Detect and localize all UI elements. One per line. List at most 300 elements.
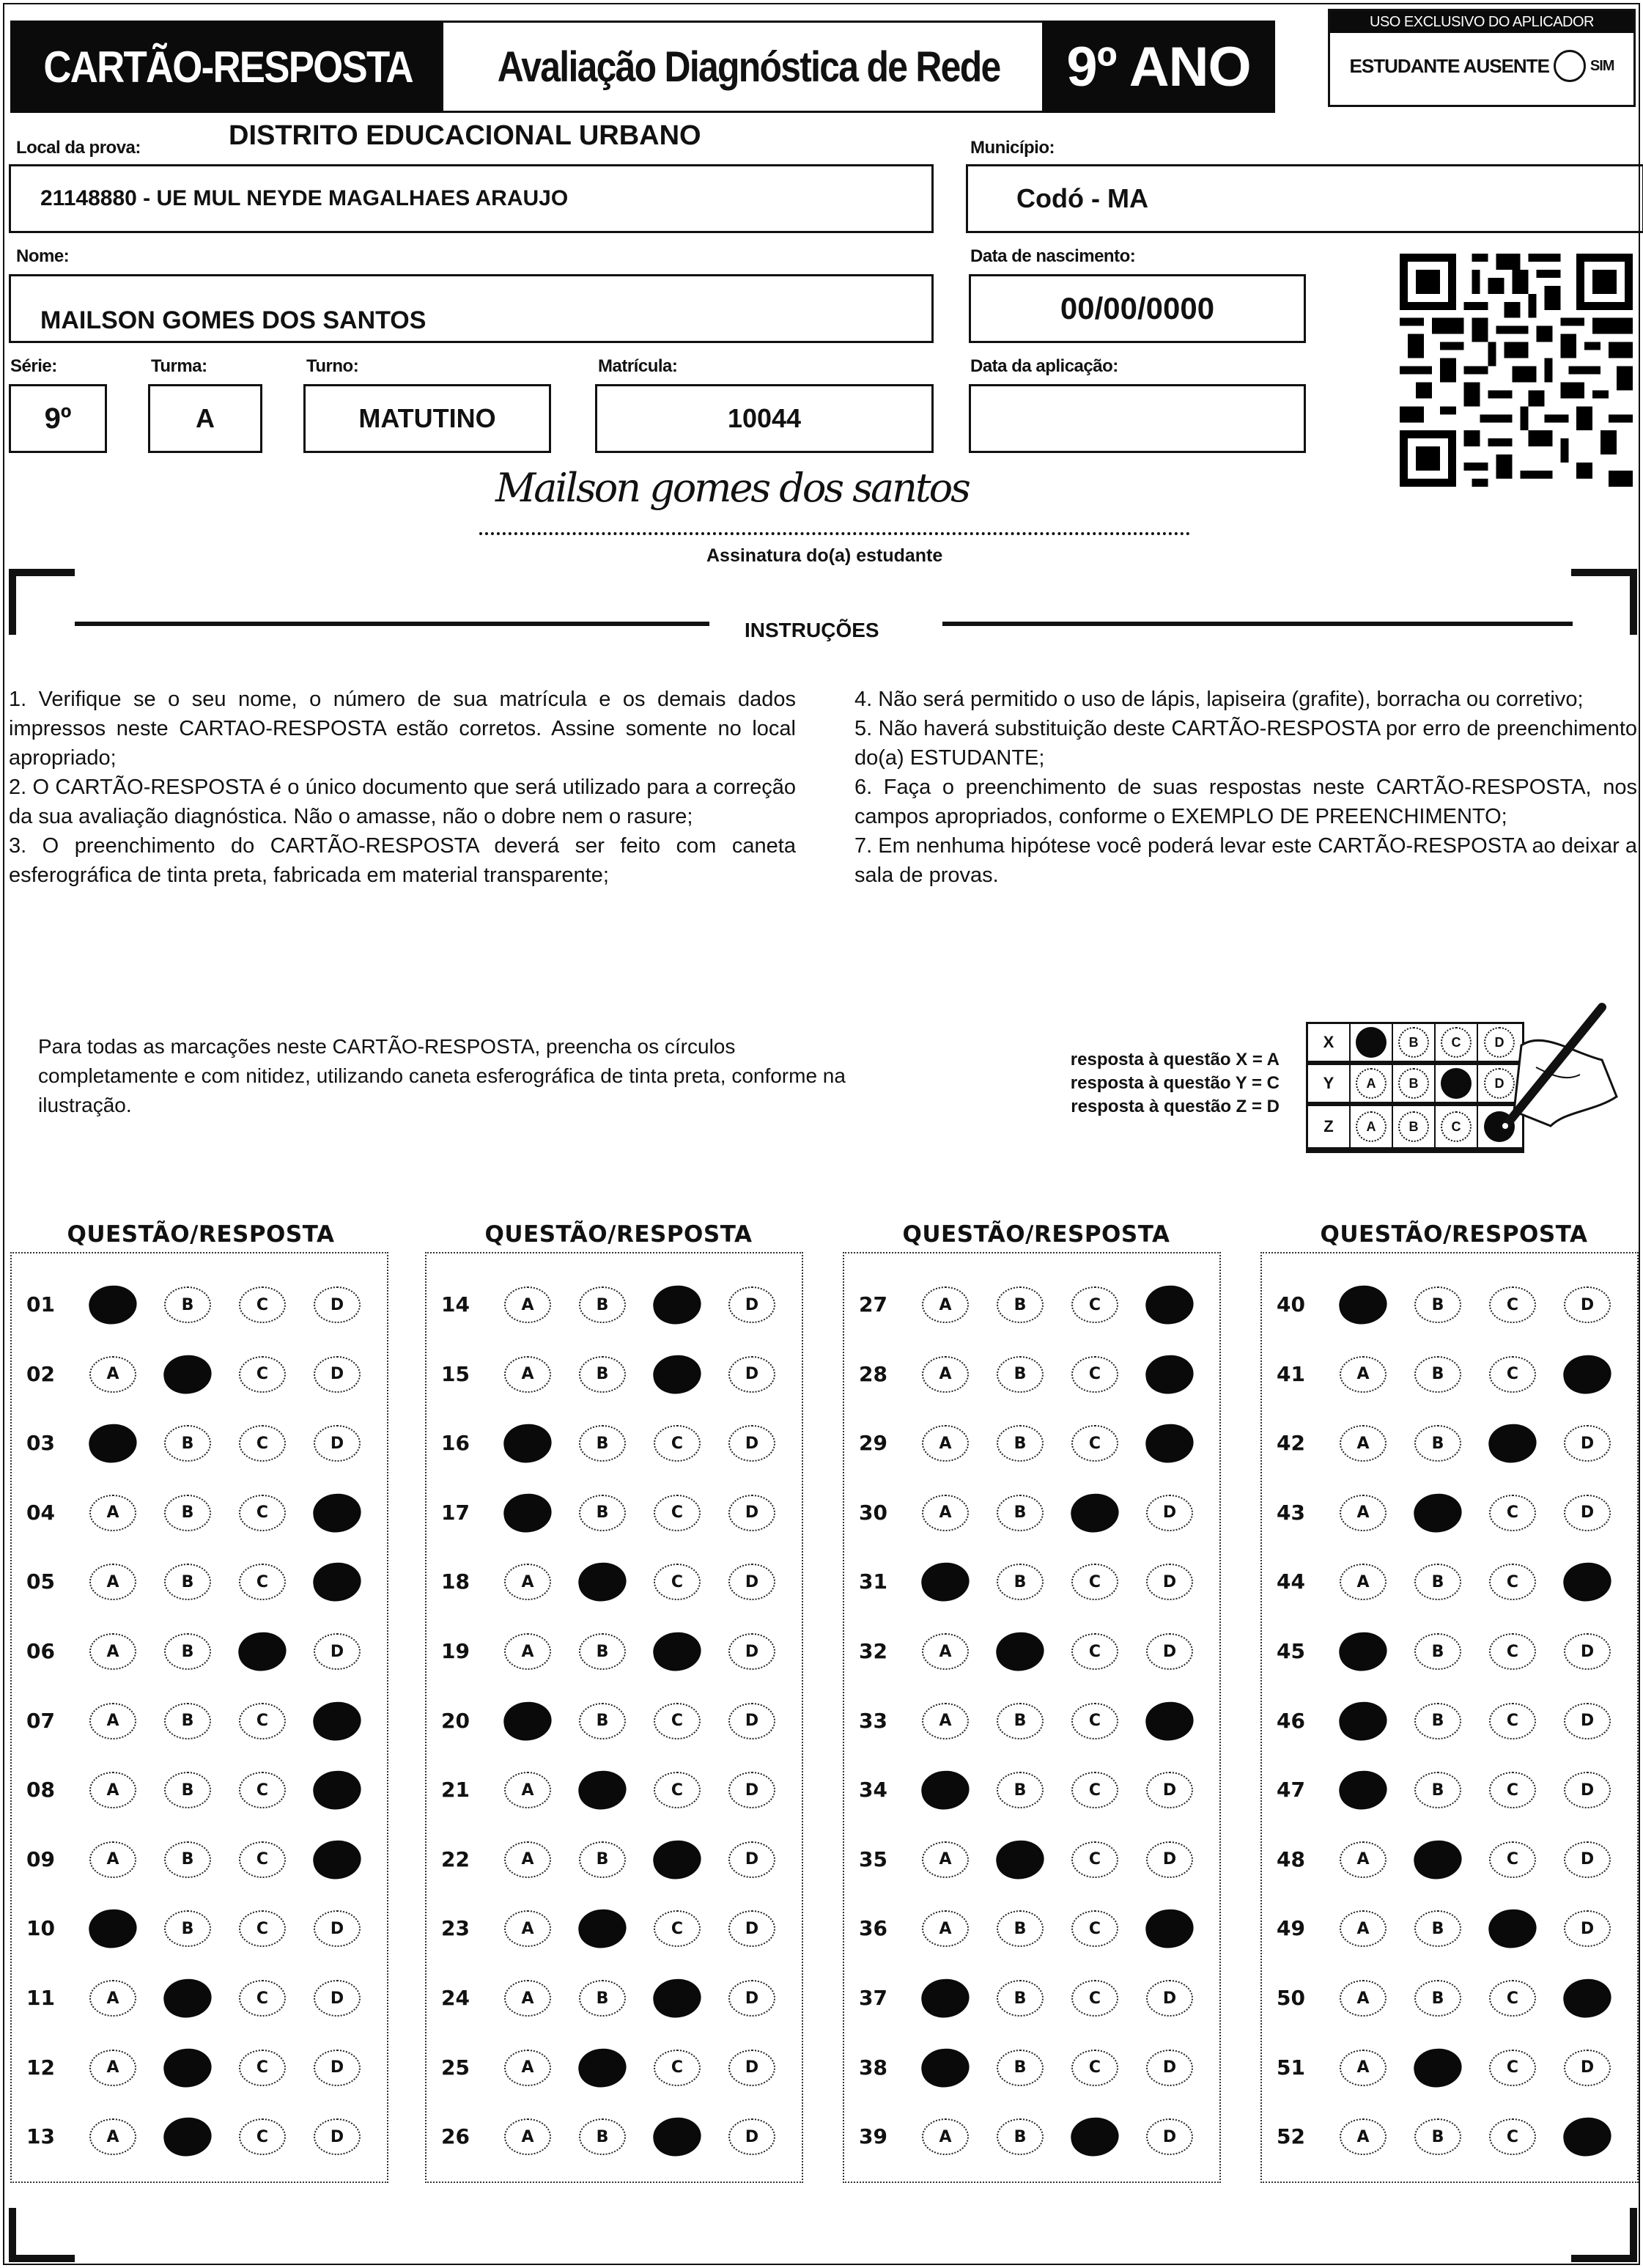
answer-card bbox=[3, 3, 1640, 2265]
answer-bubble-marked[interactable] bbox=[1143, 1907, 1196, 1951]
answer-row bbox=[12, 1421, 387, 1465]
answer-bubble-marked[interactable] bbox=[1068, 1490, 1121, 1535]
answer-row bbox=[12, 1768, 387, 1812]
answer-bubble[interactable]: A bbox=[89, 1980, 136, 2017]
answer-bubble[interactable]: B bbox=[997, 1356, 1044, 1393]
answer-bubble[interactable]: B bbox=[579, 1703, 626, 1739]
answer-bubble[interactable]: C bbox=[1489, 1633, 1536, 1670]
answer-bubble[interactable]: C bbox=[1489, 1564, 1536, 1600]
answer-bubble-marked[interactable] bbox=[86, 1907, 139, 1951]
answer-bubble[interactable]: C bbox=[239, 1772, 286, 1808]
answer-bubble[interactable]: C bbox=[239, 1495, 286, 1531]
answer-row bbox=[427, 2046, 802, 2090]
question-number: 21 bbox=[441, 1778, 470, 1803]
answer-bubble[interactable]: C bbox=[239, 1425, 286, 1462]
answer-bubble[interactable]: C bbox=[1071, 1633, 1118, 1670]
answer-bubble[interactable]: C bbox=[1071, 1425, 1118, 1462]
answer-bubble[interactable]: C bbox=[654, 1564, 701, 1600]
answer-bubble[interactable]: A bbox=[1340, 1356, 1387, 1393]
answer-bubble-marked[interactable] bbox=[1143, 1282, 1196, 1327]
corner-mark-tr bbox=[1571, 569, 1637, 576]
answer-row bbox=[12, 2115, 387, 2159]
instructions-rule-right bbox=[942, 622, 1573, 626]
answer-bubble[interactable]: A bbox=[1340, 1910, 1387, 1947]
answer-bubble[interactable]: D bbox=[728, 2050, 775, 2086]
answer-row bbox=[427, 1768, 802, 1812]
example-bubble: C bbox=[1441, 1111, 1472, 1142]
corner-mark-bl bbox=[9, 2255, 75, 2262]
answer-bubble[interactable]: A bbox=[504, 1356, 551, 1393]
answer-bubble[interactable]: C bbox=[239, 1703, 286, 1739]
answer-bubble[interactable]: B bbox=[164, 1841, 211, 1878]
example-legend bbox=[1016, 1048, 1280, 1119]
answer-bubble-marked[interactable] bbox=[501, 1490, 554, 1535]
answer-bubble[interactable]: D bbox=[728, 1980, 775, 2017]
question-number: 24 bbox=[441, 1986, 470, 2010]
answer-bubble[interactable]: A bbox=[1340, 1495, 1387, 1531]
answer-bubble-marked[interactable] bbox=[1337, 1629, 1389, 1674]
answer-bubble[interactable]: A bbox=[1340, 1564, 1387, 1600]
answer-bubble[interactable]: D bbox=[1146, 1564, 1193, 1600]
answer-bubble-marked[interactable] bbox=[311, 1837, 363, 1882]
answer-bubble[interactable]: C bbox=[1489, 1841, 1536, 1878]
answer-bubble[interactable]: D bbox=[314, 1356, 361, 1393]
answer-bubble[interactable]: C bbox=[1489, 2050, 1536, 2086]
answer-bubble[interactable]: D bbox=[1564, 1910, 1611, 1947]
answer-bubble[interactable]: A bbox=[89, 1633, 136, 1670]
answer-bubble[interactable]: C bbox=[1071, 1772, 1118, 1808]
answer-bubble[interactable]: C bbox=[1071, 1564, 1118, 1600]
answer-bubble[interactable]: B bbox=[164, 1910, 211, 1947]
answer-bubble[interactable]: B bbox=[997, 1703, 1044, 1739]
answer-bubble[interactable]: A bbox=[504, 1633, 551, 1670]
answer-row bbox=[12, 1699, 387, 1743]
example-row-z bbox=[1308, 1106, 1522, 1147]
answer-bubble[interactable]: B bbox=[164, 1564, 211, 1600]
answer-bubble[interactable]: B bbox=[164, 1286, 211, 1323]
answer-bubble[interactable]: D bbox=[728, 1703, 775, 1739]
question-number: 16 bbox=[441, 1431, 470, 1456]
answer-bubble[interactable]: D bbox=[314, 2118, 361, 2155]
question-number: 05 bbox=[26, 1569, 55, 1594]
answer-row bbox=[12, 1976, 387, 2020]
question-number: 03 bbox=[26, 1431, 55, 1456]
answer-bubble[interactable]: D bbox=[314, 1425, 361, 1462]
instruction-1: 1. Verifique se o seu nome, o número de sua matrícula e os demais dados impressos neste CARTAO-RESPOSTA estão corretos. Assine somente no local apropriado; bbox=[9, 688, 796, 770]
answer-bubble-marked[interactable] bbox=[1561, 1976, 1614, 2020]
answer-row bbox=[844, 2046, 1219, 2090]
answer-bubble[interactable]: D bbox=[728, 1495, 775, 1531]
column-title-2: QUESTÃO/RESPOSTA bbox=[484, 1221, 753, 1248]
answer-bubble[interactable]: B bbox=[997, 1772, 1044, 1808]
answer-bubble[interactable]: A bbox=[89, 1356, 136, 1393]
question-number: 14 bbox=[441, 1292, 470, 1317]
answer-bubble[interactable]: A bbox=[89, 1703, 136, 1739]
answer-bubble[interactable]: D bbox=[728, 1564, 775, 1600]
example-bubble-filled bbox=[1356, 1027, 1387, 1058]
answer-bubble[interactable]: B bbox=[579, 1841, 626, 1878]
example-bubble-filled bbox=[1441, 1068, 1472, 1099]
answer-bubble[interactable]: C bbox=[1489, 1980, 1536, 2017]
answer-bubble[interactable]: B bbox=[164, 1772, 211, 1808]
answer-bubble[interactable]: C bbox=[1071, 1980, 1118, 2017]
answer-bubble[interactable]: C bbox=[1489, 1703, 1536, 1739]
answer-bubble-marked[interactable] bbox=[651, 1976, 704, 2020]
answer-bubble[interactable]: A bbox=[504, 1286, 551, 1323]
example-instructions: Para todas as marcações neste CARTÃO-RESPOSTA, preencha os círculos completamente e com nitidez, utilizando caneta esferográfica de tinta preta, conforme na ilustração. bbox=[38, 1035, 846, 1116]
answer-row bbox=[844, 1421, 1219, 1465]
answer-bubble-marked[interactable] bbox=[1143, 1421, 1196, 1466]
answer-bubble[interactable]: A bbox=[922, 1425, 969, 1462]
answer-bubble-marked[interactable] bbox=[1068, 2115, 1121, 2160]
answer-bubble[interactable]: D bbox=[314, 1980, 361, 2017]
answer-bubble-marked[interactable] bbox=[919, 1768, 972, 1813]
answer-bubble[interactable]: A bbox=[922, 1703, 969, 1739]
answer-bubble[interactable]: A bbox=[1340, 2050, 1387, 2086]
answer-bubble[interactable]: C bbox=[1071, 2050, 1118, 2086]
answer-bubble[interactable]: B bbox=[579, 1495, 626, 1531]
answer-bubble[interactable]: D bbox=[1146, 2118, 1193, 2155]
answer-bubble[interactable]: D bbox=[1564, 1841, 1611, 1878]
answer-bubble-marked[interactable] bbox=[161, 2115, 214, 2160]
answer-bubble[interactable]: C bbox=[239, 1910, 286, 1947]
instructions-title: INSTRUÇÕES bbox=[745, 619, 879, 641]
answer-bubble[interactable]: C bbox=[654, 1772, 701, 1808]
answer-column-3 bbox=[843, 1252, 1221, 2183]
answer-bubble[interactable]: B bbox=[579, 1356, 626, 1393]
column-title-4: QUESTÃO/RESPOSTA bbox=[1320, 1221, 1588, 1248]
answer-bubble[interactable]: C bbox=[1489, 1495, 1536, 1531]
answer-bubble[interactable]: C bbox=[1071, 1910, 1118, 1947]
answer-bubble[interactable]: D bbox=[728, 1425, 775, 1462]
answer-bubble[interactable]: D bbox=[1146, 1495, 1193, 1531]
answer-bubble[interactable]: C bbox=[1071, 1703, 1118, 1739]
answer-bubble[interactable]: D bbox=[1564, 1633, 1611, 1670]
answer-bubble-marked[interactable] bbox=[1486, 1421, 1539, 1466]
serie-label: Série: bbox=[10, 356, 57, 376]
answer-bubble-marked[interactable] bbox=[1561, 1560, 1614, 1605]
answer-bubble-marked[interactable] bbox=[501, 1421, 554, 1466]
turno-field: MATUTINO bbox=[303, 384, 551, 453]
answer-bubble[interactable]: B bbox=[1414, 1772, 1461, 1808]
answer-bubble[interactable]: B bbox=[1414, 1703, 1461, 1739]
instruction-7: 7. Em nenhuma hipótese você poderá levar este CARTÃO-RESPOSTA ao deixar a sala de provas. bbox=[854, 834, 1637, 887]
question-number: 50 bbox=[1277, 1986, 1305, 2010]
answer-bubble[interactable]: D bbox=[314, 1633, 361, 1670]
answer-bubble-marked[interactable] bbox=[994, 1837, 1046, 1882]
answer-bubble[interactable]: C bbox=[239, 1286, 286, 1323]
answer-bubble[interactable]: B bbox=[1414, 1633, 1461, 1670]
answer-bubble-marked[interactable] bbox=[1143, 1352, 1196, 1396]
answer-bubble[interactable]: D bbox=[728, 1841, 775, 1878]
answer-row bbox=[1262, 1491, 1637, 1535]
answer-bubble-marked[interactable] bbox=[161, 1352, 214, 1396]
answer-bubble[interactable]: C bbox=[1071, 1356, 1118, 1393]
question-number: 22 bbox=[441, 1847, 470, 1871]
answer-bubble[interactable]: D bbox=[1564, 1495, 1611, 1531]
answer-bubble[interactable]: A bbox=[504, 2118, 551, 2155]
answer-bubble[interactable]: D bbox=[728, 1772, 775, 1808]
answer-bubble[interactable]: C bbox=[654, 1703, 701, 1739]
answer-bubble[interactable]: D bbox=[1564, 1772, 1611, 1808]
answer-bubble[interactable]: C bbox=[654, 1495, 701, 1531]
absent-label: ESTUDANTE AUSENTE bbox=[1349, 54, 1549, 77]
answer-bubble[interactable]: A bbox=[504, 1841, 551, 1878]
question-number: 15 bbox=[441, 1361, 470, 1386]
question-number: 08 bbox=[26, 1778, 55, 1803]
answer-bubble[interactable]: D bbox=[314, 1910, 361, 1947]
turma-label: Turma: bbox=[151, 356, 207, 376]
answer-bubble[interactable]: D bbox=[1564, 1425, 1611, 1462]
answer-bubble[interactable]: C bbox=[1489, 1772, 1536, 1808]
answer-bubble[interactable]: B bbox=[164, 1703, 211, 1739]
answer-bubble[interactable]: D bbox=[1146, 1772, 1193, 1808]
example-row-x bbox=[1308, 1024, 1522, 1065]
answer-bubble[interactable]: A bbox=[922, 1633, 969, 1670]
answer-bubble-marked[interactable] bbox=[311, 1560, 363, 1605]
answer-bubble-marked[interactable] bbox=[651, 1352, 704, 1396]
answer-row bbox=[1262, 1907, 1637, 1951]
question-number: 12 bbox=[26, 2055, 55, 2080]
answer-bubble[interactable]: D bbox=[728, 1356, 775, 1393]
answer-bubble-marked[interactable] bbox=[1561, 1352, 1614, 1396]
answer-bubble[interactable]: D bbox=[1146, 1841, 1193, 1878]
answer-bubble[interactable]: B bbox=[579, 1633, 626, 1670]
absent-option-label: SIM bbox=[1590, 57, 1614, 74]
answer-row bbox=[844, 1838, 1219, 1882]
question-number: 49 bbox=[1277, 1916, 1305, 1941]
answer-bubble-marked[interactable] bbox=[1561, 2115, 1614, 2160]
answer-bubble[interactable]: B bbox=[997, 2050, 1044, 2086]
answer-row bbox=[1262, 1976, 1637, 2020]
question-number: 10 bbox=[26, 1916, 55, 1941]
answer-bubble[interactable]: B bbox=[997, 1910, 1044, 1947]
answer-bubble[interactable]: D bbox=[1564, 2050, 1611, 2086]
grade-banner bbox=[1042, 21, 1275, 113]
answer-bubble[interactable]: A bbox=[89, 1495, 136, 1531]
question-number: 25 bbox=[441, 2055, 470, 2080]
example-bubble: B bbox=[1398, 1027, 1429, 1058]
answer-bubble[interactable]: A bbox=[922, 1841, 969, 1878]
answer-bubble-marked[interactable] bbox=[1337, 1698, 1389, 1743]
answer-bubble[interactable]: B bbox=[997, 1425, 1044, 1462]
answer-bubble-marked[interactable] bbox=[311, 1768, 363, 1813]
question-number: 46 bbox=[1277, 1708, 1305, 1733]
answer-bubble[interactable]: B bbox=[579, 1980, 626, 2017]
question-number: 02 bbox=[26, 1361, 55, 1386]
answer-bubble[interactable]: C bbox=[239, 2118, 286, 2155]
answer-bubble-marked[interactable] bbox=[86, 1282, 139, 1327]
answer-bubble-marked[interactable] bbox=[161, 2045, 214, 2090]
answer-row bbox=[12, 1352, 387, 1396]
answer-bubble-marked[interactable] bbox=[161, 1976, 214, 2020]
answer-bubble-marked[interactable] bbox=[651, 1282, 704, 1327]
example-bubble: B bbox=[1398, 1111, 1429, 1142]
answer-bubble[interactable]: C bbox=[654, 1910, 701, 1947]
answer-bubble-marked[interactable] bbox=[919, 2045, 972, 2090]
qr-code-icon bbox=[1400, 254, 1633, 487]
answer-bubble[interactable]: D bbox=[1564, 1703, 1611, 1739]
answer-bubble-marked[interactable] bbox=[1337, 1768, 1389, 1813]
answer-bubble[interactable]: B bbox=[579, 1425, 626, 1462]
answer-bubble[interactable]: C bbox=[1489, 1356, 1536, 1393]
answer-bubble[interactable]: C bbox=[654, 2050, 701, 2086]
question-number: 13 bbox=[26, 2124, 55, 2149]
answer-bubble-marked[interactable] bbox=[919, 1560, 972, 1605]
answer-bubble[interactable]: D bbox=[1564, 1286, 1611, 1323]
nome-field: MAILSON GOMES DOS SANTOS bbox=[9, 274, 934, 343]
answer-bubble[interactable]: A bbox=[504, 1772, 551, 1808]
answer-bubble[interactable]: B bbox=[164, 1425, 211, 1462]
answer-bubble[interactable]: C bbox=[239, 1356, 286, 1393]
qr-code bbox=[1400, 254, 1633, 487]
answer-bubble-marked[interactable] bbox=[651, 1837, 704, 1882]
question-number: 40 bbox=[1277, 1292, 1305, 1317]
answer-bubble[interactable]: D bbox=[1146, 2050, 1193, 2086]
answer-bubble-marked[interactable] bbox=[1486, 1907, 1539, 1951]
example-row-label: Z bbox=[1308, 1106, 1351, 1147]
answer-row bbox=[427, 1838, 802, 1882]
answer-bubble[interactable]: D bbox=[728, 1633, 775, 1670]
answer-bubble[interactable]: B bbox=[1414, 1980, 1461, 2017]
corner-mark-bl-v bbox=[9, 2208, 16, 2262]
answer-bubble-marked[interactable] bbox=[651, 1629, 704, 1674]
answer-row bbox=[1262, 1630, 1637, 1674]
example-bubble: A bbox=[1356, 1068, 1387, 1099]
question-number: 28 bbox=[859, 1361, 887, 1386]
answer-row bbox=[1262, 1352, 1637, 1396]
answer-bubble-marked[interactable] bbox=[1143, 1698, 1196, 1743]
answer-bubble[interactable]: B bbox=[579, 1286, 626, 1323]
answer-bubble[interactable]: C bbox=[654, 1425, 701, 1462]
column-title-3: QUESTÃO/RESPOSTA bbox=[902, 1221, 1170, 1248]
answer-bubble[interactable]: B bbox=[1414, 1910, 1461, 1947]
answer-bubble-marked[interactable] bbox=[311, 1698, 363, 1743]
answer-bubble[interactable]: C bbox=[1071, 1841, 1118, 1878]
matricula-field: 10044 bbox=[595, 384, 934, 453]
answer-bubble[interactable]: B bbox=[997, 2118, 1044, 2155]
answer-bubble[interactable]: A bbox=[1340, 1980, 1387, 2017]
question-number: 43 bbox=[1277, 1500, 1305, 1525]
answer-bubble[interactable]: D bbox=[1146, 1980, 1193, 2017]
local-field: 21148880 - UE MUL NEYDE MAGALHAES ARAUJO bbox=[9, 164, 934, 233]
answer-bubble[interactable]: A bbox=[922, 1286, 969, 1323]
answer-bubble[interactable]: A bbox=[922, 1356, 969, 1393]
answer-bubble[interactable]: A bbox=[504, 1910, 551, 1947]
answer-bubble[interactable]: A bbox=[89, 1841, 136, 1878]
answer-bubble-marked[interactable] bbox=[994, 1629, 1046, 1674]
answer-bubble[interactable]: A bbox=[504, 1980, 551, 2017]
answer-bubble-marked[interactable] bbox=[919, 1976, 972, 2020]
absent-checkbox[interactable] bbox=[1554, 50, 1586, 82]
answer-bubble[interactable]: C bbox=[1071, 1286, 1118, 1323]
answer-row bbox=[12, 1838, 387, 1882]
answer-bubble[interactable]: A bbox=[922, 2118, 969, 2155]
grade-label: 9º ANO bbox=[1066, 35, 1251, 98]
answer-bubble-marked[interactable] bbox=[1337, 1282, 1389, 1327]
answer-bubble-marked[interactable] bbox=[1411, 2045, 1464, 2090]
answer-bubble[interactable]: B bbox=[1414, 1425, 1461, 1462]
answer-bubble[interactable]: D bbox=[728, 1286, 775, 1323]
answer-bubble-marked[interactable] bbox=[576, 1907, 629, 1951]
student-signature: Mailson gomes dos santos bbox=[495, 465, 969, 511]
answer-bubble-marked[interactable] bbox=[236, 1629, 289, 1674]
answer-bubble-marked[interactable] bbox=[576, 1768, 629, 1813]
answer-bubble[interactable]: A bbox=[504, 1564, 551, 1600]
answer-bubble[interactable]: B bbox=[1414, 2118, 1461, 2155]
answer-bubble-marked[interactable] bbox=[501, 1698, 554, 1743]
answer-bubble[interactable]: B bbox=[997, 1980, 1044, 2017]
column-title-1: QUESTÃO/RESPOSTA bbox=[67, 1221, 335, 1248]
answer-bubble[interactable]: C bbox=[1489, 1286, 1536, 1323]
nascimento-label: Data de nascimento: bbox=[970, 246, 1136, 266]
question-number: 47 bbox=[1277, 1778, 1305, 1803]
answer-bubble[interactable]: B bbox=[579, 2118, 626, 2155]
answer-row bbox=[427, 1560, 802, 1604]
question-number: 09 bbox=[26, 1847, 55, 1871]
answer-bubble[interactable]: D bbox=[728, 1910, 775, 1947]
answer-bubble[interactable]: A bbox=[1340, 2118, 1387, 2155]
answer-row bbox=[844, 1768, 1219, 1812]
answer-bubble-marked[interactable] bbox=[86, 1421, 139, 1466]
instructions-rule-left bbox=[75, 622, 709, 626]
question-number: 29 bbox=[859, 1431, 887, 1456]
answer-bubble-marked[interactable] bbox=[651, 2115, 704, 2160]
instruction-2: 2. O CARTÃO-RESPOSTA é o único documento que será utilizado para a correção da sua avaliação diagnóstica. Não o amasse, não o dobre nem o rasure; bbox=[9, 776, 796, 828]
answer-bubble[interactable]: D bbox=[1146, 1633, 1193, 1670]
answer-bubble-marked[interactable] bbox=[576, 1560, 629, 1605]
answer-bubble[interactable]: C bbox=[1489, 2118, 1536, 2155]
hand-pen-icon bbox=[1492, 1001, 1624, 1148]
answer-bubble[interactable]: B bbox=[164, 1495, 211, 1531]
example-row-label: Y bbox=[1308, 1065, 1351, 1102]
answer-bubble[interactable]: B bbox=[997, 1564, 1044, 1600]
question-number: 18 bbox=[441, 1569, 470, 1594]
answer-row bbox=[1262, 1560, 1637, 1604]
answer-bubble[interactable]: B bbox=[1414, 1564, 1461, 1600]
answer-bubble[interactable]: D bbox=[314, 2050, 361, 2086]
answer-bubble[interactable]: A bbox=[1340, 1425, 1387, 1462]
answer-bubble[interactable]: C bbox=[239, 2050, 286, 2086]
corner-mark-tr-v bbox=[1630, 569, 1637, 635]
answer-bubble[interactable]: A bbox=[922, 1495, 969, 1531]
answer-bubble-marked[interactable] bbox=[1411, 1837, 1464, 1882]
answer-bubble[interactable]: B bbox=[997, 1495, 1044, 1531]
answer-bubble-marked[interactable] bbox=[311, 1490, 363, 1535]
answer-bubble-marked[interactable] bbox=[1411, 1490, 1464, 1535]
answer-bubble[interactable]: A bbox=[89, 2050, 136, 2086]
answer-row bbox=[844, 1491, 1219, 1535]
answer-bubble[interactable]: D bbox=[728, 2118, 775, 2155]
answer-bubble[interactable]: A bbox=[89, 2118, 136, 2155]
answer-bubble[interactable]: A bbox=[89, 1564, 136, 1600]
answer-bubble[interactable]: B bbox=[997, 1286, 1044, 1323]
answer-bubble[interactable]: A bbox=[1340, 1841, 1387, 1878]
answer-bubble[interactable]: B bbox=[1414, 1286, 1461, 1323]
answer-bubble[interactable]: B bbox=[1414, 1356, 1461, 1393]
municipio-label: Município: bbox=[970, 138, 1055, 158]
answer-bubble[interactable]: A bbox=[89, 1772, 136, 1808]
answer-bubble[interactable]: D bbox=[314, 1286, 361, 1323]
answer-bubble[interactable]: C bbox=[239, 1564, 286, 1600]
answer-bubble[interactable]: C bbox=[239, 1980, 286, 2017]
example-bubble: D bbox=[1484, 1027, 1515, 1058]
answer-bubble[interactable]: B bbox=[164, 1633, 211, 1670]
answer-bubble[interactable]: A bbox=[922, 1910, 969, 1947]
answer-bubble[interactable]: A bbox=[504, 2050, 551, 2086]
answer-bubble-marked[interactable] bbox=[576, 2045, 629, 2090]
answer-bubble[interactable]: C bbox=[239, 1841, 286, 1878]
